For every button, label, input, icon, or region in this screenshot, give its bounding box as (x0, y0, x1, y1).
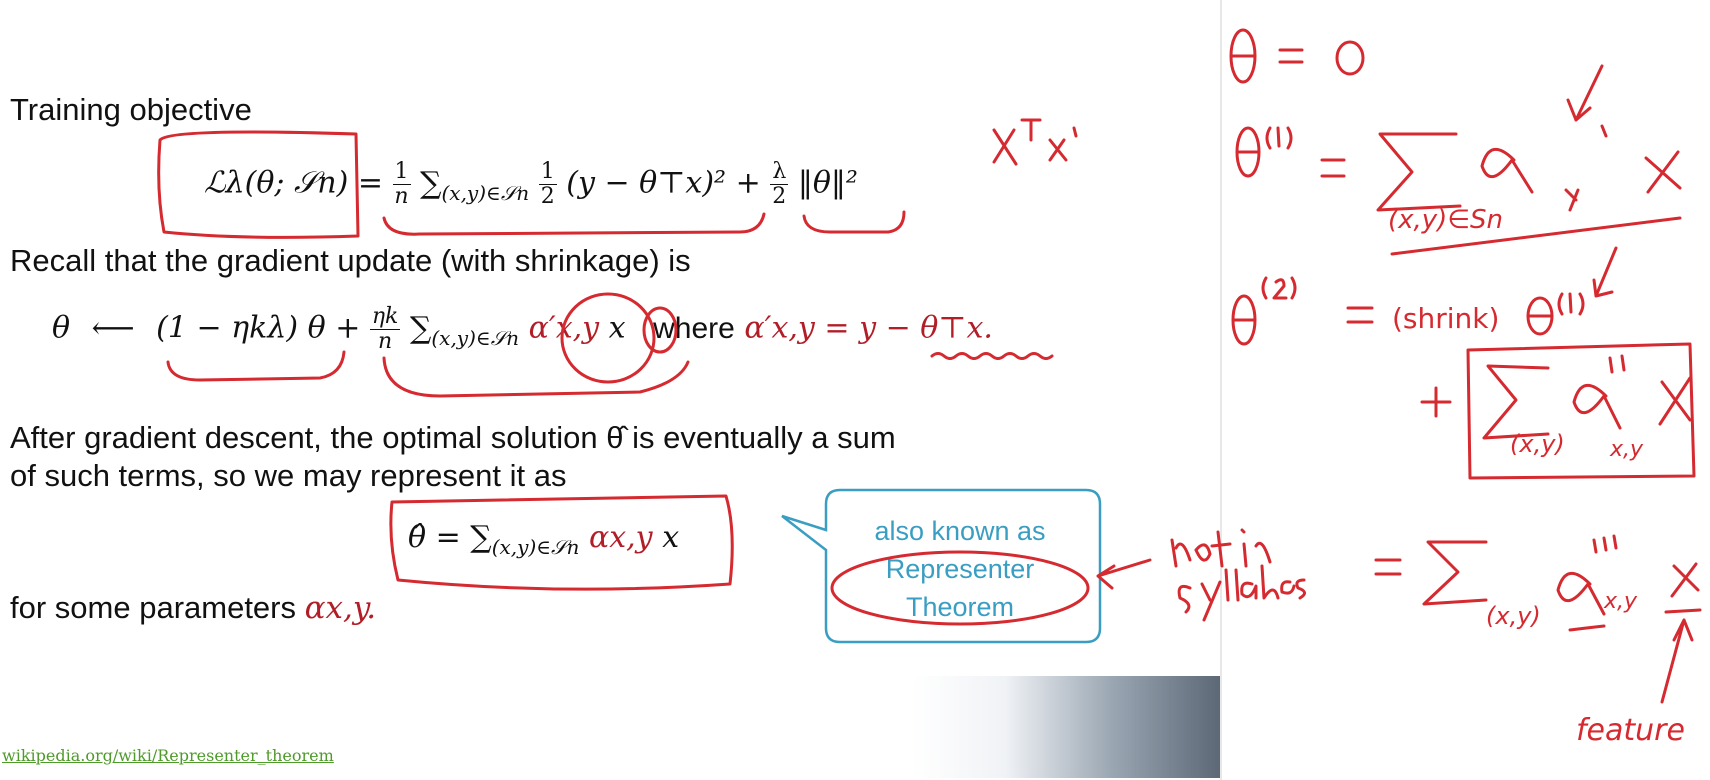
svg-text:(x,y)∈Sn: (x,y)∈Sn (1388, 205, 1503, 235)
callout-text (820, 512, 1100, 626)
loss-lhs: ℒλ(θ; 𝒮n) (204, 165, 349, 201)
eq2-shrink: (1 − ηkλ) θ (156, 310, 326, 346)
eq1-frac-num: 1 (394, 159, 409, 184)
parameters-label: for some parameters (10, 590, 305, 625)
eq2-arrow: ⟵ (91, 310, 135, 346)
svg-text:x,y: x,y (1604, 589, 1638, 614)
eq2-sum-sub: (x,y)∈𝒮n (431, 325, 520, 350)
eq3-sum-sub: (x,y)∈𝒮n (491, 535, 580, 559)
training-objective-heading: Training objective (10, 92, 252, 127)
eq2-theta: θ (52, 310, 71, 346)
eq2-plus: + (335, 310, 361, 346)
eq2-frac-den: n (378, 329, 393, 354)
eq3-sum: $\sum_{(x,y)\in 𝒮n}$ (470, 520, 580, 559)
eq2-where: where (653, 311, 735, 345)
callout-line2: Representer (885, 554, 1035, 584)
eq1-equals: = (357, 165, 383, 201)
eq1-frac-den: n (394, 184, 409, 209)
eq2-sum: $\sum_{(x,y)\in 𝒮n}$ (409, 310, 520, 350)
eq1-lam-num: λ (772, 159, 787, 184)
panel-divider (1220, 0, 1222, 780)
eq2-frac-num: ηk (371, 304, 399, 329)
eq1-term: (y − θ⊤x)² (566, 165, 727, 201)
svg-text:(shrink): (shrink) (1392, 302, 1500, 335)
eq1-half-num: 1 (540, 159, 555, 184)
eq3-lhs: θ̂ = (408, 520, 471, 555)
eq1-lam-den: 2 (772, 184, 787, 209)
svg-text:(x,y): (x,y) (1510, 430, 1565, 458)
after-gradient-text-line1: After gradient descent, the optimal solution θ̂ is eventually a sum (10, 420, 896, 455)
eq2-x: x (608, 310, 626, 346)
starwars-scene-image (912, 676, 1220, 778)
eq2-rhs: y − θ⊤x. (859, 310, 993, 346)
after-gradient-text-line2: of such terms, so we may represent it as (10, 458, 567, 493)
parameters-alpha: αx,y. (304, 590, 377, 626)
svg-text:feature: feature (1576, 713, 1685, 748)
eq3-alpha: αx,y (588, 520, 653, 555)
eq3-x: x (662, 520, 680, 555)
callout-line1: also known as (874, 516, 1046, 546)
eq2-alpha-def: α′x,y = (744, 310, 860, 346)
svg-text:x,y: x,y (1610, 437, 1644, 462)
recall-text: Recall that the gradient update (with shrinkage) is (10, 243, 691, 278)
svg-text:(x,y): (x,y) (1486, 602, 1541, 630)
eq1-reg: ‖θ‖² (797, 165, 858, 201)
eq1-half-den: 2 (540, 184, 555, 209)
eq1-plus: + (735, 165, 761, 201)
eq2-alpha: α′x,y (528, 310, 600, 346)
eq1-sum-sub: (x,y)∈𝒮n (441, 180, 530, 205)
representer-theorem-link[interactable]: wikipedia.org/wiki/Representer_theorem (2, 746, 334, 765)
eq1-sum: $\sum_{(x,y)\in 𝒮n}$ (420, 165, 530, 205)
callout-line3: Theorem (905, 592, 1015, 622)
